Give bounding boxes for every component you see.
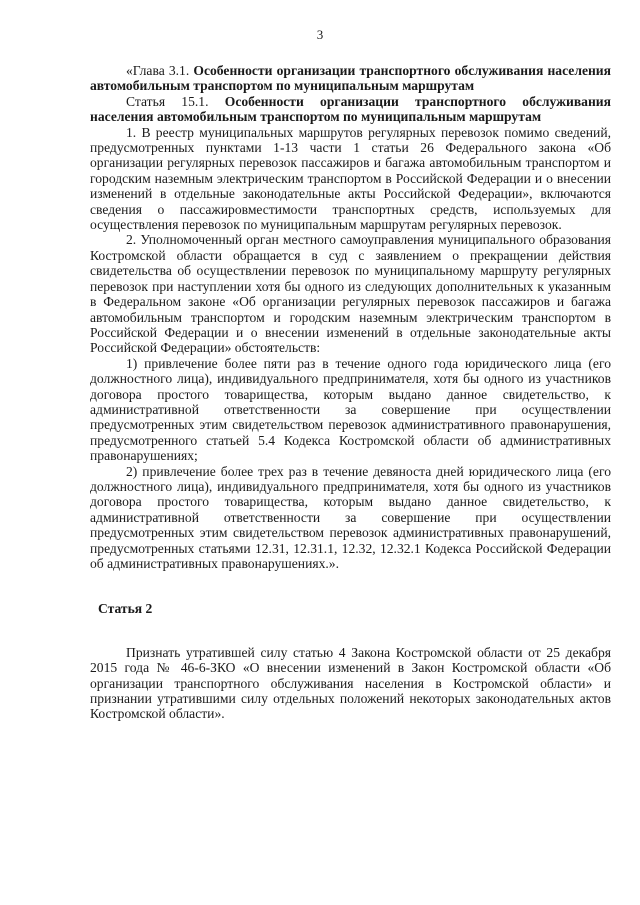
article-title: Особенности организации транспортного обслуживания населения автомобильным транспортом по муниципальным маршрутам	[90, 93, 611, 125]
paragraph-2: 2. Уполномоченный орган местного самоуправления муниципального образования Костромской области обращается в суд с заявлением о прекращении действия свидетельства об осуществлении перевозок по муниципальному маршруту регулярных перевозок при наступлении хотя бы одного из следующих дополнительных к указанным в Федеральном законе «Об организации регулярных перевозок пассажиров и багажа автомобильным транспортом и городским наземным электрическим транспортом в Российской Федерации и о внесении изменений в отдельные законодательные акты Российской Федерации» обстоятельств:	[90, 232, 611, 356]
article-prefix: Статья 15.1.	[126, 93, 209, 109]
article-2-text: Признать утратившей силу статью 4 Закона Костромской области от 25 декабря 2015 года № 46-6-ЗКО «О внесении изменений в Закон Костромской области «Об организации транспортного обслуживания населения в Костромской области» и признании утратившими силу отдельных положений некоторых законодательных актов Костромской области».	[90, 644, 611, 722]
document-body	[90, 63, 611, 722]
chapter-prefix: «Глава 3.1.	[126, 63, 190, 78]
chapter-title: Особенности организации транспортного обслуживания населения автомобильным транспортом по муниципальным маршрутам	[90, 63, 611, 94]
chapter-heading	[90, 63, 611, 94]
paragraph-1: 1. В реестр муниципальных маршрутов регулярных перевозок помимо сведений, предусмотренных пунктами 1-13 части 1 статьи 26 Федерального закона «Об организации регулярных перевозок пассажиров и багажа автомобильным транспортом и городским наземным электрическим транспортом в Российской Федерации и о внесении изменений в отдельные законодательные акты Российской Федерации», включаются сведения о пассажировместимости транспортных средств, используемых для осуществления перевозок по муниципальным маршрутам регулярных перевозок.	[90, 124, 611, 233]
list-item-2: 2) привлечение более трех раз в течение девяноста дней юридического лица (его должностного лица), индивидуального предпринимателя, хотя бы одного из участников договора простого товарищества, которым выдано данное свидетельство, к административной ответственности за совершение при осуществлении предусмотренных этим свидетельством перевозок административных правонарушений, предусмотренных статьями 12.31, 12.31.1, 12.32, 12.32.1 Кодекса Российской Федерации об административных правонарушениях.».	[90, 463, 611, 571]
article-2-heading: Статья 2	[98, 601, 153, 617]
page-number: 3	[316, 27, 324, 42]
article-heading	[90, 94, 611, 125]
list-item-1: 1) привлечение более пяти раз в течение одного года юридического лица (его должностного лица), индивидуального предпринимателя, хотя бы одного из участников договора простого товарищества, которым выдано данное свидетельство, к административной ответственности за совершение при осуществлении предусмотренных этим свидетельством перевозок административного правонарушения, предусмотренного статьей 5.4 Кодекса Костромской области об административных правонарушениях;	[90, 355, 611, 464]
